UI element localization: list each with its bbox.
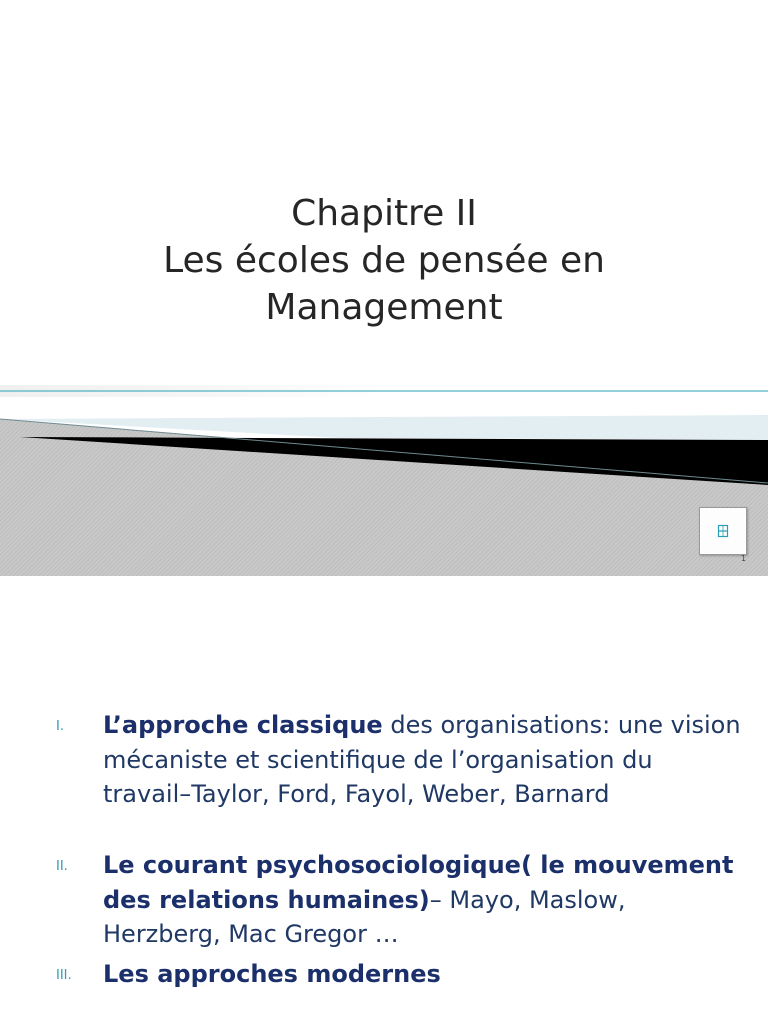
decorative-band — [0, 385, 768, 576]
list-text-bold: Le courant psychosociologique( le mouvement des relations humaines) — [103, 851, 734, 914]
title-line-1: Chapitre II — [291, 193, 477, 234]
list-text — [103, 708, 743, 812]
list-text-bold: L’approche classique — [103, 711, 383, 739]
title-line-2: Les écoles de pensée en — [163, 240, 605, 281]
content-slide — [0, 576, 768, 1024]
list-text — [103, 957, 743, 992]
list-text-rest: – Mayo, Maslow, Herzberg, Mac Gregor … — [103, 885, 626, 948]
list-number: I. — [56, 719, 64, 734]
slide-icon — [716, 524, 730, 538]
title-line-3: Management — [265, 287, 503, 328]
list-number: II. — [56, 859, 68, 874]
list-text — [103, 848, 743, 952]
list-text-rest: des organisations: une vision mécaniste et scientifique de l’organisation du travail–Taylor, Ford, Fayol, Weber, Barnard — [103, 711, 741, 808]
slide-title — [0, 190, 768, 331]
slide-nav-button[interactable] — [699, 507, 747, 555]
slide-number: 1 — [741, 554, 747, 563]
list-number: III. — [56, 968, 72, 983]
list-text-bold: Les approches modernes — [103, 960, 441, 988]
